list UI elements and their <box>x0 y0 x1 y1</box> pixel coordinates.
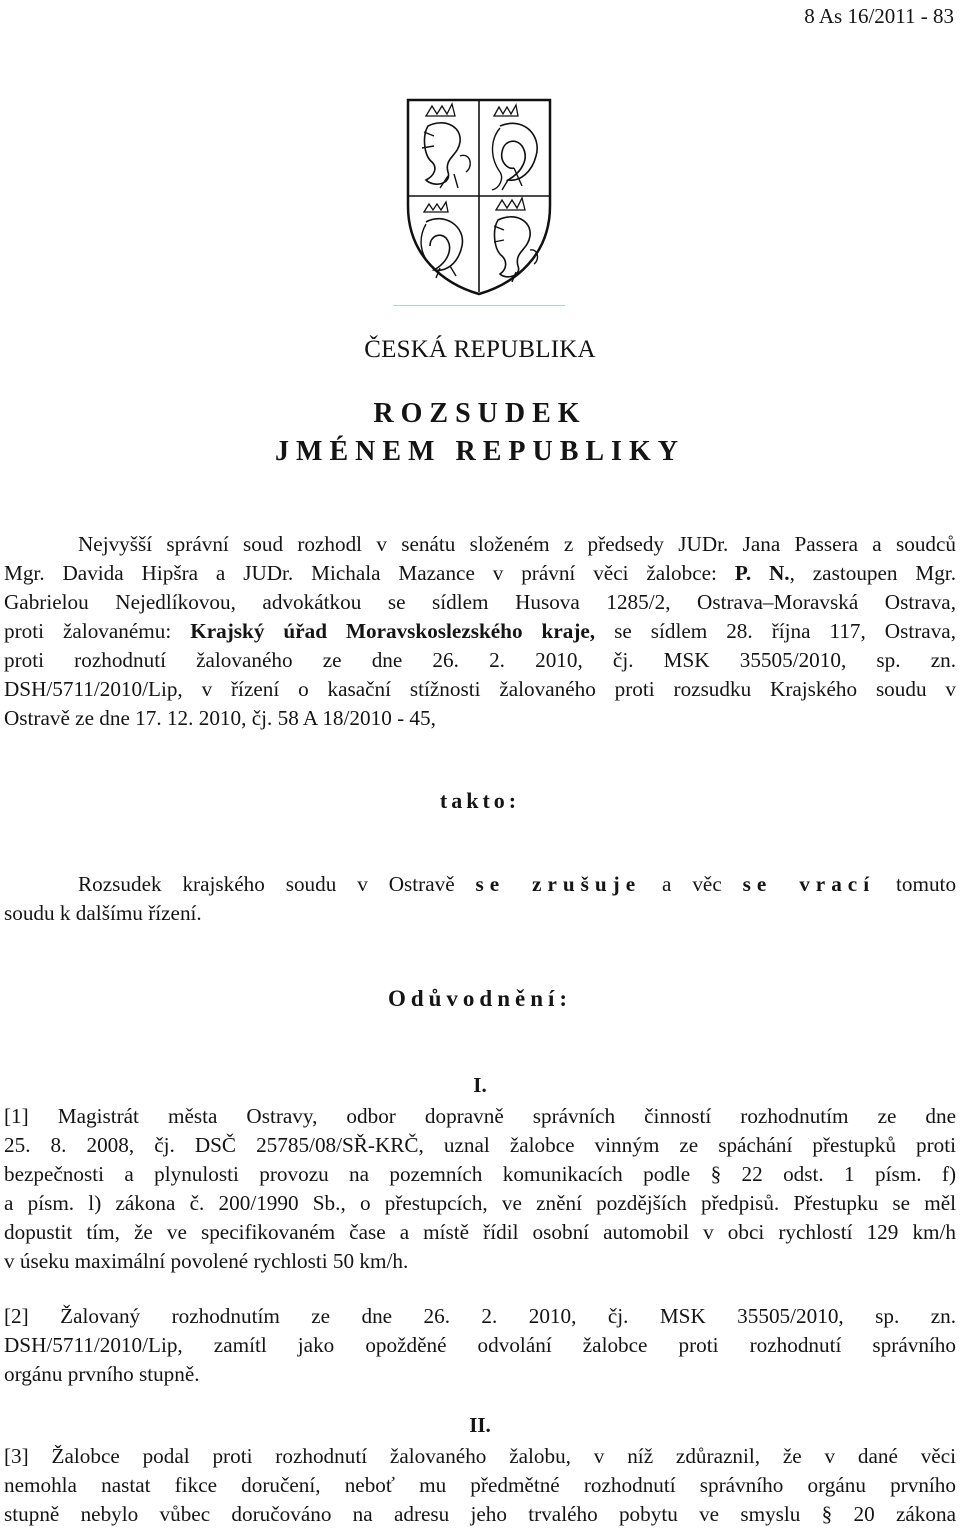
case-reference: 8 As 16/2011 - 83 <box>804 4 954 28</box>
verdict-annul: se zrušuje <box>475 872 642 896</box>
para-1-line-2: 25. 8. 2008, čj. DSČ 25785/08/SŘ-KRČ, uznal žalobce vinným ze spáchání přestupků proti <box>4 1133 956 1157</box>
intro-text: proti žalovanému: <box>4 619 191 643</box>
verdict-line-1 <box>4 870 956 899</box>
section-2-heading: II. <box>469 1413 491 1437</box>
para-2-line-3: orgánu prvního stupně. <box>4 1362 200 1386</box>
para-3-line-1: [3] Žalobce podal proti rozhodnutí žalovaného žalobu, v níž zdůraznil, že v dané věci <box>4 1444 956 1468</box>
verdict-line-2: soudu k dalšímu řízení. <box>4 901 202 925</box>
para-3-line-2: nemohla nastat fikce doručení, neboť mu předmětné rozhodnutí správního orgánu prvního <box>4 1473 956 1497</box>
reasoning-heading: Odůvodnění: <box>387 986 573 1011</box>
document-subtitle: JMÉNEM REPUBLIKY <box>275 436 685 467</box>
plaintiff-name: P. N. <box>734 561 790 585</box>
country-name: ČESKÁ REPUBLIKA <box>364 336 596 363</box>
verdict-text: Rozsudek krajského soudu v Ostravě <box>78 872 455 896</box>
para-1-line-3: bezpečnosti a plynulosti provozu na pozemních komunikacích podle § 22 odst. 1 písm. f) <box>4 1162 956 1186</box>
intro-line-4 <box>4 617 956 646</box>
intro-text: Mgr. Davida Hipšra a JUDr. Michala Mazance v právní věci žalobce: <box>4 561 735 585</box>
intro-text: se sídlem 28. října 117, Ostrava, <box>595 619 956 643</box>
intro-line-7: Ostravě ze dne 17. 12. 2010, čj. 58 A 18/2010 - 45, <box>4 706 436 730</box>
para-1-line-5: dopustit tím, že ve specifikovaném čase a místě řídil osobní automobil v obci rychlostí 129 km/h <box>4 1220 956 1244</box>
para-2-line-2: DSH/5711/2010/Lip, zamítl jako opožděné odvolání žalobce proti rozhodnutí správního <box>4 1333 956 1357</box>
intro-text: , zastoupen Mgr. <box>789 561 956 585</box>
para-2-line-1: [2] Žalovaný rozhodnutím ze dne 26. 2. 2010, čj. MSK 35505/2010, sp. zn. <box>4 1304 956 1328</box>
document-title: ROZSUDEK <box>373 398 587 429</box>
para-1-line-4: a písm. l) zákona č. 200/1990 Sb., o přestupcích, ve znění pozdějších předpisů. Přestupku se měl <box>4 1191 956 1215</box>
verdict-text: tomuto <box>896 872 957 896</box>
para-1-line-6: v úseku maximální povolené rychlosti 50 km/h. <box>4 1249 409 1273</box>
para-1-line-1: [1] Magistrát města Ostravy, odbor dopravně správních činností rozhodnutím ze dne <box>4 1104 956 1128</box>
takto-heading: takto: <box>439 788 521 813</box>
defendant-name: Krajský úřad Moravskoslezského kraje, <box>190 619 596 643</box>
state-coat-of-arms-icon <box>404 96 554 296</box>
intro-line-5: proti rozhodnutí žalovaného ze dne 26. 2. 2010, čj. MSK 35505/2010, sp. zn. <box>4 648 956 672</box>
intro-line-6: DSH/5711/2010/Lip, v řízení o kasační stížnosti žalovaného proti rozsudku Krajského soudu v <box>4 677 956 701</box>
para-3-line-3: stupně nebylo vůbec doručováno na adresu jeho trvalého pobytu ve smyslu § 20 zákona <box>4 1502 956 1526</box>
intro-line-3: Gabrielou Nejedlíkovou, advokátkou se sídlem Husova 1285/2, Ostrava–Moravská Ostrava, <box>4 590 956 614</box>
verdict-text: a věc <box>662 872 722 896</box>
section-1-heading: I. <box>473 1073 487 1097</box>
intro-line-2 <box>4 559 956 588</box>
intro-line-1: Nejvyšší správní soud rozhodl v senátu složeném z předsedy JUDr. Jana Passera a soudců <box>78 532 956 556</box>
emblem-underline <box>393 305 565 306</box>
verdict-return: se vrací <box>742 872 876 896</box>
